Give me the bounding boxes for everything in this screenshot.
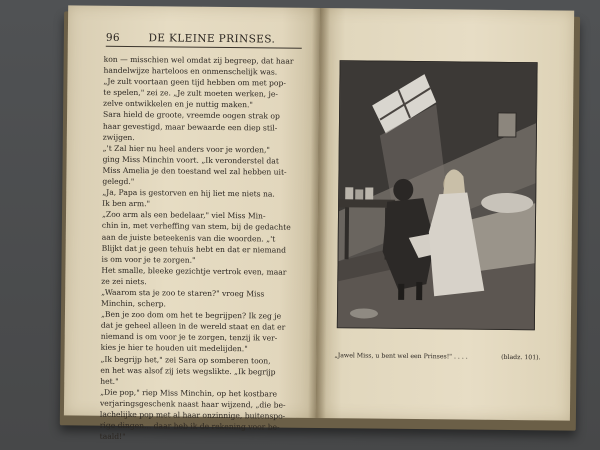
text-line: „Je zult voortaan geen tijd hebben om met pop-: [103, 76, 286, 88]
text-line: ze zei niets.: [101, 276, 147, 287]
caption-text: „Jawel Miss, u bent wel een Prinses!" . . . .: [334, 352, 468, 361]
text-line: aan de juiste beteekenis van die woorden. „'t: [101, 232, 276, 244]
text-line: „Zoo arm als een bedelaar," viel Miss Min-: [101, 210, 266, 221]
text-line: Sara hield de groote, vreemde oogen strak op: [103, 110, 280, 122]
text-line: kon — misschien wel omdat zij begreep, dat haar: [103, 54, 294, 66]
text-line: zwijgen.: [102, 132, 135, 142]
text-line: het.": [100, 376, 119, 386]
left-page: [64, 5, 320, 442]
text-line: en het was alsof zij iets wegslikte. „Ik begrijp: [100, 365, 276, 377]
page-body-text: [100, 54, 304, 444]
text-line: Minchin, scherp.: [101, 298, 166, 309]
text-line: verjaringsgeschenk naast haar wijzend, „die be-: [99, 398, 286, 410]
text-line: te spelen," zei ze. „Je zult moeten werken, je-: [103, 88, 278, 99]
text-line: zelve ontwikkelen en je nuttig maken.": [103, 99, 253, 110]
text-line: „Ik begrijp het," zei Sara op somberen toon,: [100, 354, 271, 366]
text-line: taald!": [99, 431, 126, 442]
text-line: „Ja, Papa is gestorven en hij liet me niets na.: [102, 187, 275, 199]
text-line: Het smalle, bleeke gezichtje vertrok even, maar: [101, 265, 287, 277]
open-book: [64, 5, 576, 442]
text-line: Ik ben arm.": [102, 198, 151, 209]
page-number: 96: [105, 31, 121, 44]
text-line: dat je geheel alleen in de wereld staat en dat er: [100, 320, 286, 332]
text-line: handelwijze harteloos en onmenschelijk was.: [103, 65, 278, 77]
text-line: „Ben je zoo dom om het te begrijpen? Ik zeg je: [100, 309, 282, 321]
text-line: Blijkt dat je geen tehuis hebt en dat er niemand: [101, 243, 287, 255]
text-line: rige dingen... daar heb ik de rekening voor be-: [99, 420, 280, 432]
text-line: is om voor je te zorgen.": [101, 254, 196, 265]
text-line: lachelijke pop met al haar onzinnige, buitenspo-: [99, 409, 286, 421]
text-line: „'t Zal hier nu heel anders voor je worden,": [102, 143, 270, 155]
illustration-caption: [335, 352, 541, 361]
text-line: „Die pop," riep Miss Minchin, op het kostbare: [100, 387, 278, 399]
text-line: niemand is om voor je te zorgen, tenzij ik ver-: [100, 332, 278, 343]
caption-page-ref: (bladz. 101).: [501, 353, 541, 362]
right-page: [316, 8, 574, 421]
text-line: chin in, met verheffing van stem, bij de gedachte: [101, 221, 291, 233]
running-head: [106, 32, 302, 49]
attic-illustration: [337, 60, 538, 330]
text-line: gelegd.": [102, 176, 135, 187]
text-line: Miss Amelia je den toestand wel zal hebben uit-: [102, 165, 287, 177]
running-head-title: DE KLEINE PRINSES.: [148, 32, 276, 46]
text-line: ging Miss Minchin voort. „Ik veronderstel dat: [102, 154, 279, 166]
text-line: „Waarom sta je zoo te staren?" vroeg Miss: [101, 287, 265, 299]
text-line: haar gevestigd, maar bewaarde een diep stil-: [102, 121, 278, 133]
text-line: kies je hier te houden uit medelijden.": [100, 343, 248, 354]
